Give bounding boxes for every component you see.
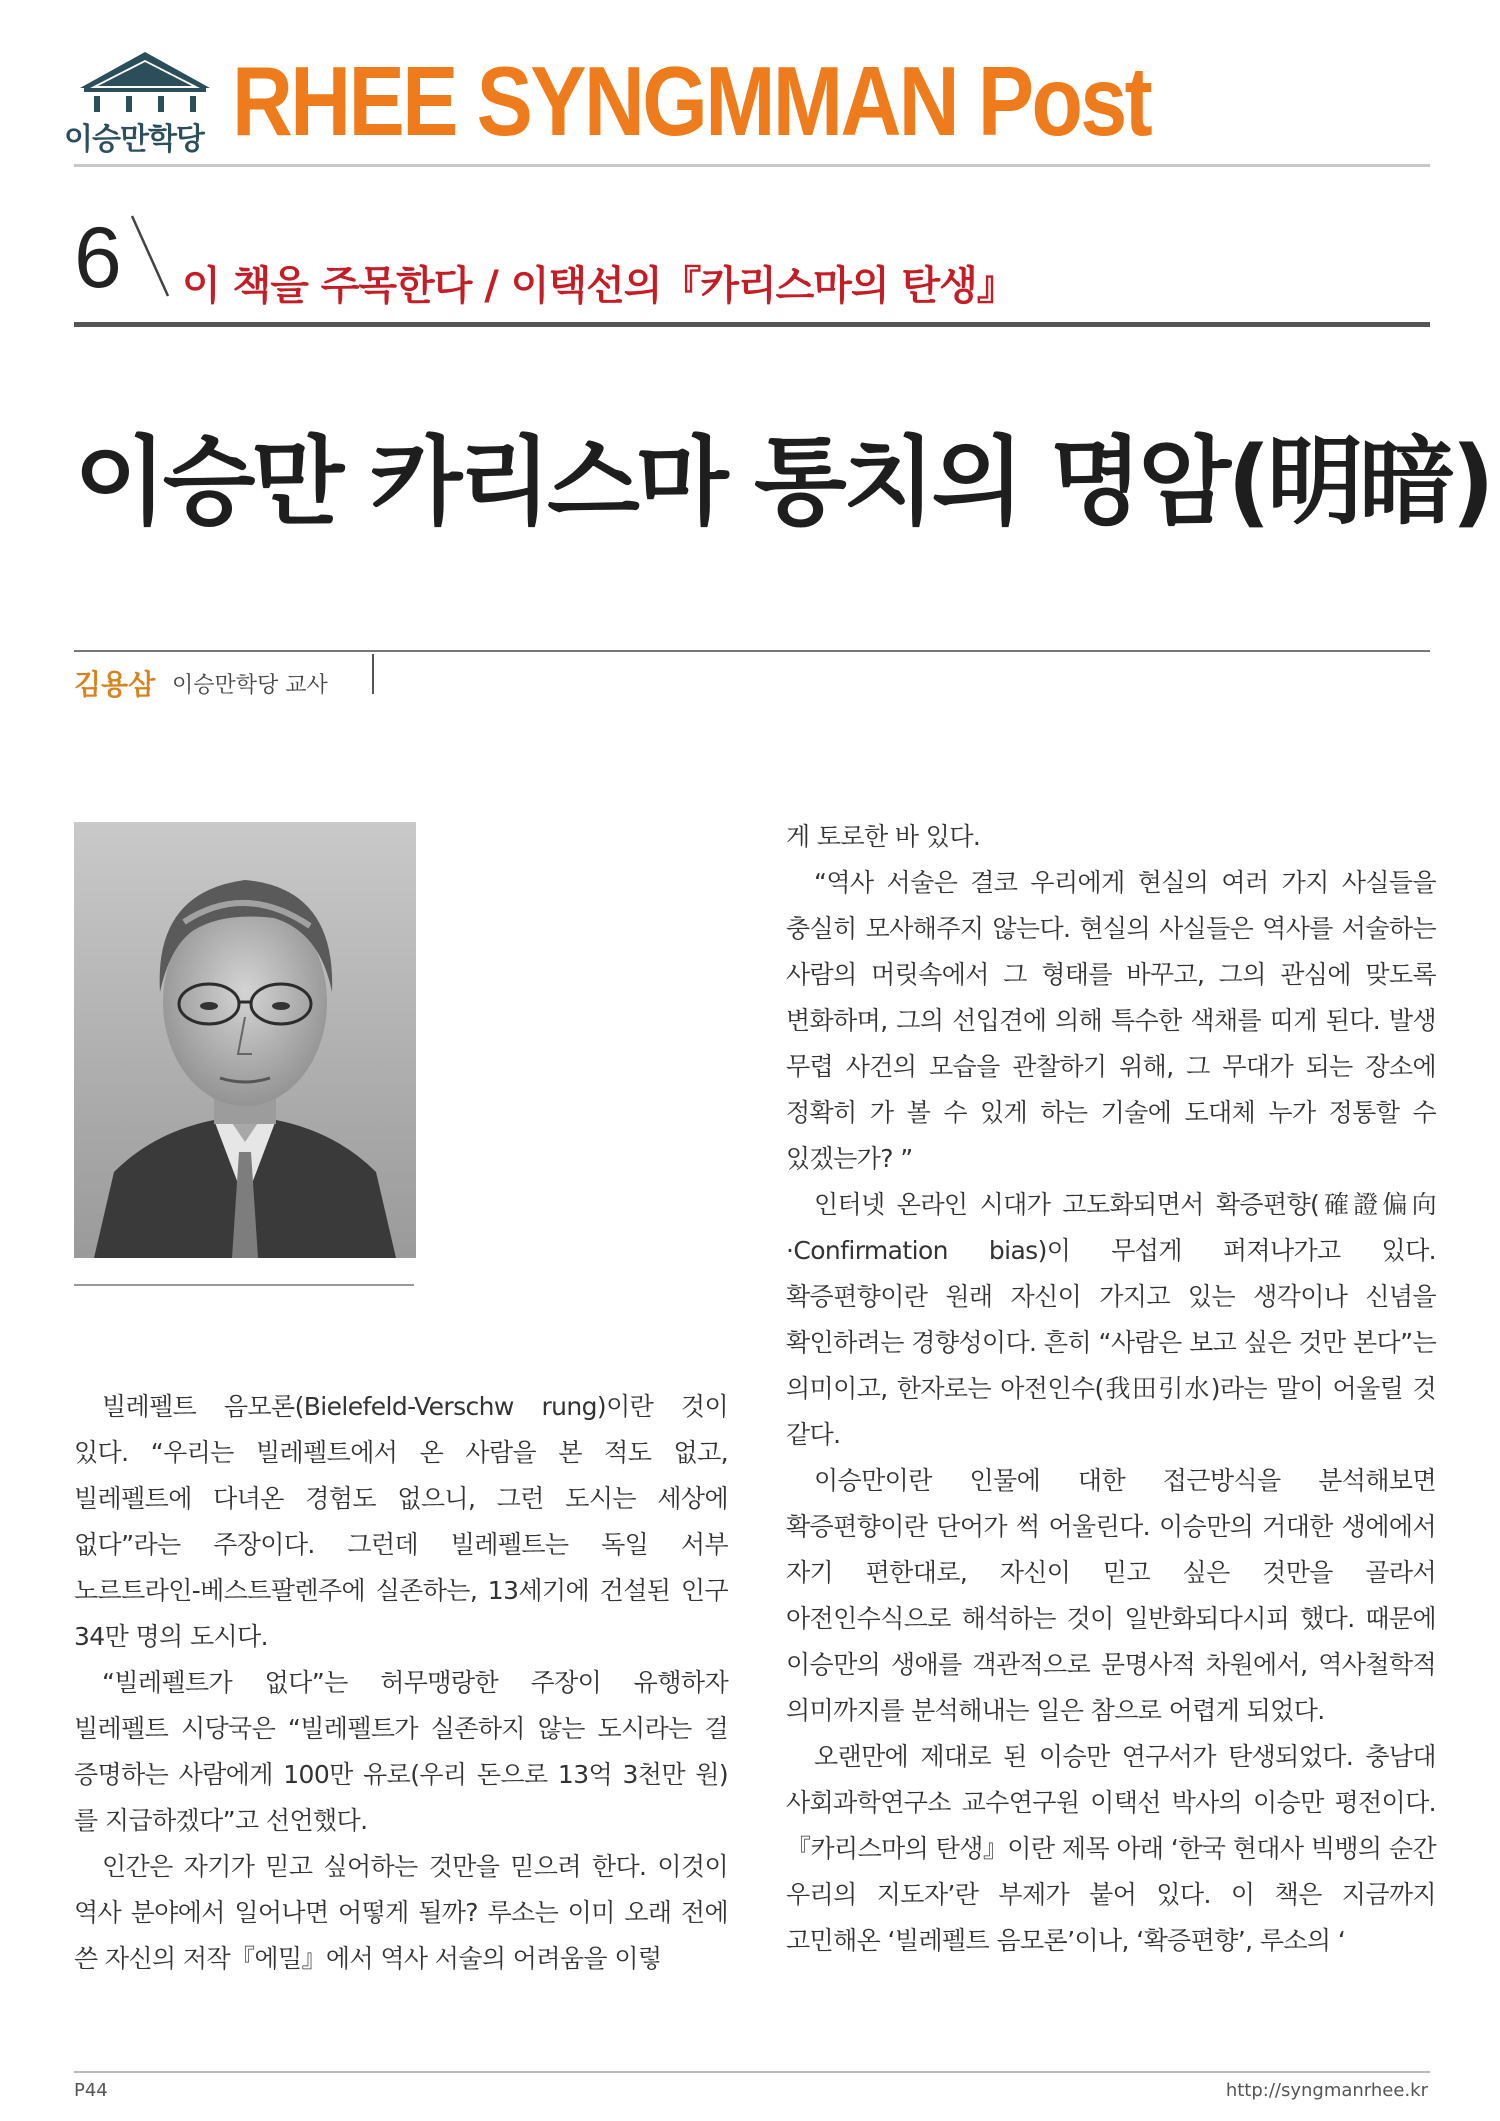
- paragraph: 빌레펠트 음모론(Bielefeld-Verschw rung)이란 것이 있다. “우리는 빌레펠트에서 온 사람을 본 적도 없고, 빌레펠트에 다녀온 경험도 없으니, 그런 도시는 세상에 없다”라는 주장이다. 그런데 빌레펠트는 독일 서부 노르트라인-베스트팔렌주에 실존하는, 13세기에 건설된 인구 34만 명의 도시다.: [74, 1392, 728, 1651]
- paragraph: 인터넷 온라인 시대가 고도화되면서 확증편향(確證偏向·Confirmation bias)이 무섭게 퍼져나가고 있다. 확증편향이란 원래 자신이 가지고 있는 생각이나 신념을 확인하려는 경향성이다. 흔히 “사람은 보고 싶은 것만 본다”는 의미이고, 한자로는 아전인수(我田引水)라는 말이 어울릴 것 같다.: [786, 1190, 1436, 1449]
- paragraph: 이승만이란 인물에 대한 접근방식을 분석해보면 확증편향이란 단어가 썩 어울린다. 이승만의 거대한 생에에서 자기 편한대로, 자신이 믿고 싶은 것만을 골라서 아전인수식으로 해석하는 것이 일반화되다시피 했다. 때문에 이승만의 생애를 객관적으로 문명사적 차원에서, 역사철학적 의미까지를 분석해내는 일은 참으로 어렵게 되었다.: [786, 1466, 1436, 1725]
- paragraph: 게 토로한 바 있다.: [786, 822, 981, 851]
- paragraph: “빌레펠트가 없다”는 허무맹랑한 주장이 유행하자 빌레펠트 시당국은 “빌레펠트가 실존하지 않는 도시라는 걸 증명하는 사람에게 100만 유로(우리 돈으로 13억 3천만 원)를 지급하겠다”고 선언했다.: [74, 1668, 728, 1835]
- logo-text: 이승만학당: [64, 122, 204, 157]
- paragraph: 오랜만에 제대로 된 이승만 연구서가 탄생되었다. 충남대 사회과학연구소 교수연구원 이택선 박사의 이승만 평전이다.『카리스마의 탄생』이란 제목 아래 ‘한국 현대사 빅뱅의 순간 우리의 지도자’란 부제가 붙어 있다. 이 책은 지금까지 고민해온 ‘빌레펠트 음모론’이나, ‘확증편향’, 루소의 ‘: [786, 1742, 1436, 1955]
- section-title: 이 책을 주목한다 / 이택선의『카리스마의 탄생』: [182, 263, 1016, 309]
- section-slash-icon: [128, 212, 178, 302]
- website-url: http://syngmanrhee.kr: [1225, 2080, 1428, 2101]
- author-name: 김용삼: [74, 668, 156, 701]
- article-column-left: [74, 1384, 728, 1982]
- byline-separator: [372, 654, 374, 694]
- section-divider: [74, 322, 1430, 327]
- masthead-divider: [74, 164, 1430, 167]
- footer-divider: [74, 2071, 1430, 2073]
- masthead-title: RHEE SYNGMMAN Post: [232, 46, 1151, 156]
- school-house-icon: [70, 48, 220, 118]
- author-photo: [74, 822, 416, 1258]
- article-column-right: [786, 814, 1436, 1964]
- section-number: 6: [74, 210, 122, 306]
- paragraph: 인간은 자기가 믿고 싶어하는 것만을 믿으려 한다. 이것이 역사 분야에서 일어나면 어떻게 될까? 루소는 이미 오래 전에 쓴 자신의 저작『에밀』에서 역사 서술의 어려움을 이렇: [74, 1852, 728, 1973]
- paragraph: “역사 서술은 결코 우리에게 현실의 여러 가지 사실들을 충실히 모사해주지 않는다. 현실의 사실들은 역사를 서술하는 사람의 머릿속에서 그 형태를 바꾸고, 그의 관심에 맞도록 변화하며, 그의 선입견에 의해 특수한 색채를 띠게 된다. 발생 무렵 사건의 모습을 관찰하기 위해, 그 무대가 되는 장소에 정확히 가 볼 수 있게 하는 기술에 도대체 누가 정통할 수 있겠는가? ”: [786, 868, 1436, 1173]
- author-role: 이승만학당 교사: [172, 673, 328, 698]
- byline-divider: [74, 650, 1430, 652]
- photo-divider: [74, 1284, 414, 1286]
- headline: 이승만 카리스마 통치의 명암(明暗): [74, 426, 1491, 538]
- page-number: P44: [74, 2080, 108, 2101]
